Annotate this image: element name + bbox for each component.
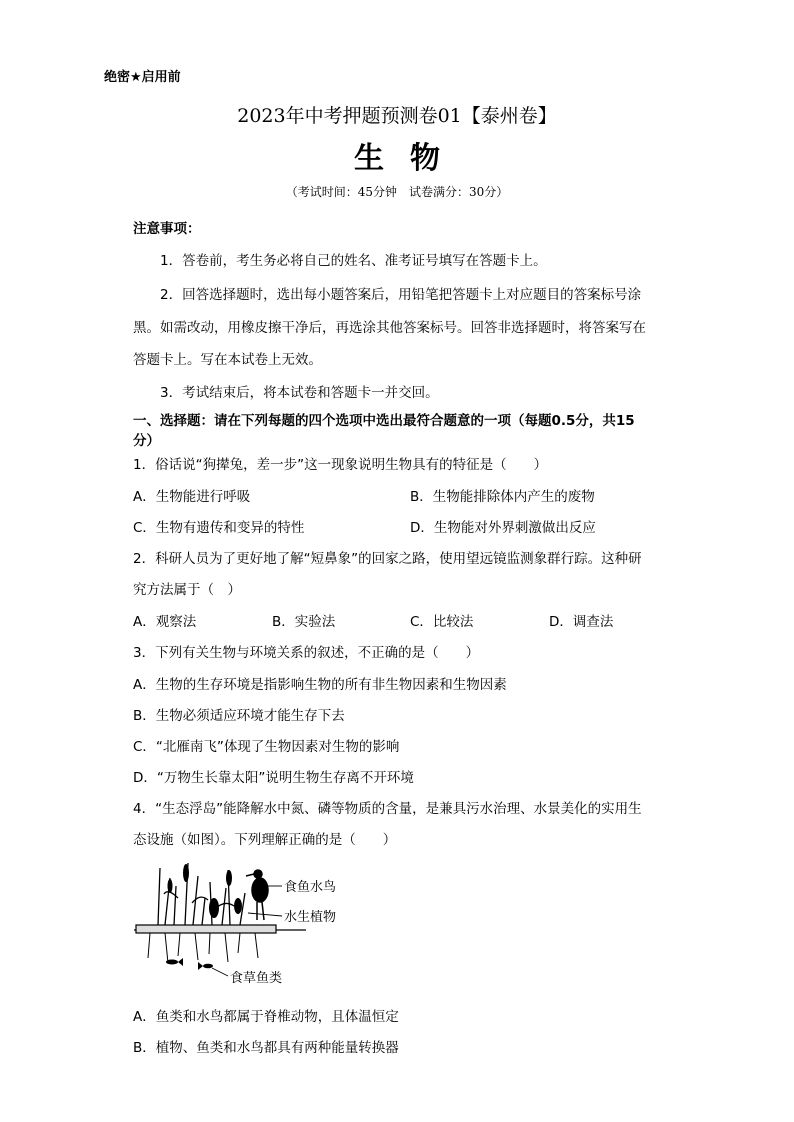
question-4-option-a: A．鱼类和水鸟都属于脊椎动物，且体温恒定 (133, 1009, 399, 1025)
question-2-option-c: C．比较法 (410, 614, 474, 630)
figure-label-fish: 食草鱼类 (230, 971, 283, 986)
question-1-option-b: B．生物能排除体内产生的废物 (410, 489, 595, 505)
floating-island-figure (130, 858, 360, 988)
figure-label-bird: 食鱼水鸟 (284, 880, 337, 895)
question-3-option-b: B．生物必须适应环境才能生存下去 (133, 708, 345, 724)
question-4-stem-line-1: 4．“生态浮岛”能降解水中氮、磷等物质的含量，是兼具污水治理、水景美化的实用生 (133, 801, 642, 817)
question-3-option-d: D．“万物生长靠太阳”说明生物生存离不开环境 (133, 770, 414, 786)
confidential-mark: 绝密★启用前 (104, 70, 181, 85)
subject-title: 生物 (354, 141, 466, 176)
question-3-option-c: C．“北雁南飞”体现了生物因素对生物的影响 (133, 739, 400, 755)
section-heading-line-2: 分） (133, 433, 160, 449)
question-1-option-d: D．生物能对外界刺激做出反应 (410, 520, 596, 536)
notes-heading: 注意事项： (133, 221, 201, 237)
question-2-stem-line-2: 究方法属于（ ） (133, 582, 241, 598)
question-1-stem: 1．俗话说“狗撵兔，差一步”这一现象说明生物具有的特征是（ ） (133, 457, 548, 473)
note-item-2-line-3: 答题卡上。写在本试卷上无效。 (133, 352, 322, 368)
note-item-2-line-2: 黑。如需改动，用橡皮擦干净后，再选涂其他答案标号。回答非选择题时，将答案写在 (133, 320, 646, 336)
question-2-stem-line-1: 2．科研人员为了更好地了解“短鼻象”的回家之路，使用望远镜监测象群行踪。这种研 (133, 551, 642, 567)
question-4-stem-line-2: 态设施（如图）。下列理解正确的是（ ） (133, 832, 397, 848)
question-3-stem: 3．下列有关生物与环境关系的叙述，不正确的是（ ） (133, 645, 480, 661)
note-item-2-line-1: 2．回答选择题时，选出每小题答案后，用铅笔把答题卡上对应题目的答案标号涂 (160, 287, 642, 303)
question-3-option-a: A．生物的生存环境是指影响生物的所有非生物因素和生物因素 (133, 677, 507, 693)
question-1-option-a: A．生物能进行呼吸 (133, 489, 251, 505)
note-item-3: 3．考试结束后，将本试卷和答题卡一并交回。 (160, 385, 439, 401)
figure-label-plant: 水生植物 (284, 910, 337, 925)
question-2-option-d: D．调查法 (549, 614, 614, 630)
exam-info: （考试时间：45分钟 试卷满分：30分） (285, 185, 509, 199)
floating-island-illustration (130, 858, 360, 988)
question-4-option-b: B．植物、鱼类和水鸟都具有两种能量转换器 (133, 1040, 399, 1056)
note-item-1: 1．答卷前，考生务必将自己的姓名、准考证号填写在答题卡上。 (160, 253, 547, 269)
section-heading-line-1: 一、选择题：请在下列每题的四个选项中选出最符合题意的一项（每题0.5分，共15 (133, 413, 635, 429)
question-1-option-c: C．生物有遗传和变异的特性 (133, 520, 305, 536)
question-2-option-a: A．观察法 (133, 614, 197, 630)
question-2-option-b: B．实验法 (272, 614, 336, 630)
exam-title: 2023年中考押题预测卷01【泰州卷】 (237, 105, 557, 127)
